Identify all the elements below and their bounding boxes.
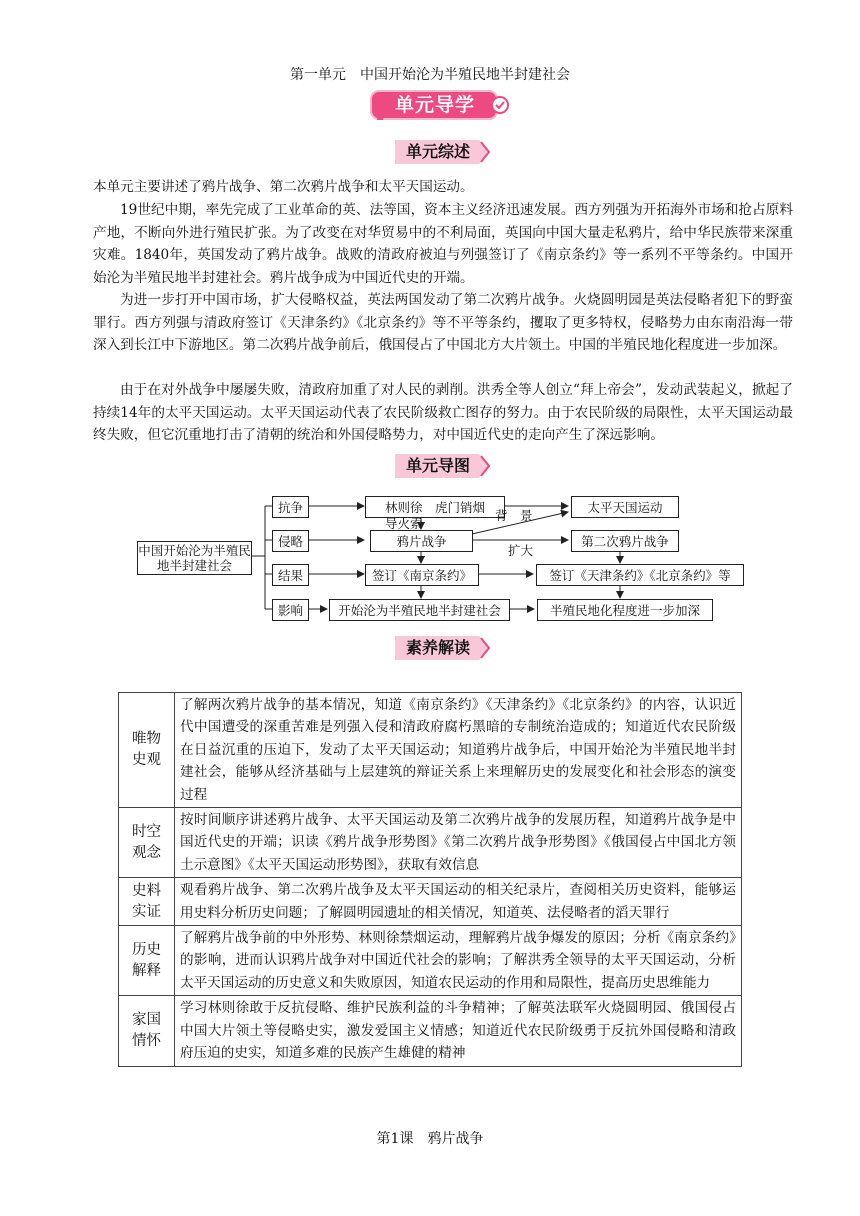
category-cell (119, 693, 175, 808)
section-overview-pill (395, 140, 490, 164)
category-line: 实证 (132, 903, 161, 920)
branch-invade: 侵略 (272, 530, 309, 552)
lesson-title: 第1课 鸦片战争 (376, 1131, 484, 1147)
overview-paragraph-2: 19世纪中期，率先完成了工业革命的英、法等国，资本主义经济迅速发展。西方列强为开拓海外市场和抢占原料产地，不断向外进行殖民扩张。为了改变在对华贸易中的不利局面，英国向中国大量走私鸦片，给中华民族带来深重灾难。1840年，英国发动了鸦片战争。战败的清政府被迫与列强签订了《南京条约》等一系列不平等条约。中国开始沦为半殖民地半封建社会。鸦片战争成为中国近代史的开端。 (93, 202, 793, 286)
section-mindmap-pill (395, 454, 490, 478)
table-row (119, 996, 742, 1066)
node-linzexu: 林则徐 虎门销烟 (365, 496, 505, 518)
category-cell (119, 808, 175, 878)
label-background: 背 景 (495, 508, 533, 523)
category-line: 情怀 (132, 1032, 161, 1049)
root-node: 中国开始沦为半殖民地半封建社会 (138, 543, 251, 573)
node-taiping: 太平天国运动 (571, 496, 679, 518)
branch-result: 结果 (272, 564, 309, 586)
category-line: 时空 (132, 823, 161, 840)
description-cell: 按时间顺序讲述鸦片战争、太平天国运动及第二次鸦片战争的发展历程，知道鸦片战争是中国近代史的开端；识读《鸦片战争形势图》《第二次鸦片战争形势图》《俄国侵占中国北方领土示意图》《太平天国运动形势图》，获取有效信息 (175, 808, 742, 878)
unit-mindmap (120, 488, 760, 626)
category-line: 史料 (132, 882, 161, 899)
unit-title: 第一单元 中国开始沦为半殖民地半封建社会 (290, 67, 570, 83)
unit-guide-banner (370, 90, 510, 120)
node-second-opium-war: 第二次鸦片战争 (571, 530, 679, 552)
category-cell (119, 926, 175, 996)
check-circle-icon (491, 96, 509, 114)
description-cell: 学习林则徐敢于反抗侵略、维护民族利益的斗争精神；了解英法联军火烧圆明园、俄国侵占中国大片领土等侵略史实，激发爱国主义情感；知道近代农民阶级勇于反抗外国侵略和清政府压迫的史实，知道多难的民族产生雄健的精神 (175, 996, 742, 1066)
description-cell: 了解两次鸦片战争的基本情况，知道《南京条约》《天津条约》《北京条约》的内容，认识近代中国遭受的深重苦难是列强入侵和清政府腐朽黑暗的专制统治造成的；知道近代农民阶级在日益沉重的压迫下，发动了太平天国运动；知道鸦片战争后，中国开始沦为半殖民地半封建社会，能够从经济基础与上层建筑的辩证关系上来理解历史的发展变化和社会形态的演变过程 (175, 693, 742, 808)
branch-impact: 影响 (272, 599, 309, 621)
table-row (119, 808, 742, 878)
category-line: 观念 (132, 844, 161, 861)
category-line: 解释 (132, 962, 161, 979)
node-nanjing-treaty: 签订《南京条约》 (365, 564, 479, 586)
node-semicolonial: 开始沦为半殖民地半封建社会 (329, 599, 510, 621)
section-literacy-pill (395, 636, 490, 660)
overview-paragraph-4: 由于在对外战争中屡屡失败，清政府加重了对人民的剥削。洪秀全等人创立“拜上帝会”，发动武装起义，掀起了持续14年的太平天国运动。太平天国运动代表了农民阶级救亡图存的努力。由于农民阶级的局限性，太平天国运动最终失败，但它沉重地打击了清朝的统治和外国侵略势力，对中国近代史的走向产生了深远影响。 (93, 382, 793, 443)
section-overview-label: 单元综述 (405, 142, 470, 161)
branch-resist: 抗争 (272, 496, 309, 518)
category-line: 史观 (132, 752, 161, 769)
overview-paragraph-3: 为进一步打开中国市场，扩大侵略权益，英法两国发动了第二次鸦片战争。火烧圆明园是英法侵略者犯下的野蛮罪行。西方列强与清政府签订《天津条约》《北京条约》等不平等条约，攫取了更多特权，侵略势力由东南沿海一带深入到长江中下游地区。第二次鸦片战争前后，俄国侵占了中国北方大片领土。中国的半殖民地化程度进一步加深。 (93, 292, 793, 353)
banner-title: 单元导学 (394, 94, 475, 116)
label-expand: 扩大 (508, 543, 534, 558)
section-literacy-label: 素养解读 (405, 638, 470, 657)
node-tianjin-beijing-treaties: 签订《天津条约》《北京条约》等 (536, 564, 744, 586)
table-row (119, 926, 742, 996)
node-deepen: 半殖民地化程度进一步加深 (537, 599, 713, 621)
category-line: 唯物 (132, 731, 161, 748)
description-cell: 了解鸦片战争前的中外形势、林则徐禁烟运动，理解鸦片战争爆发的原因；分析《南京条约》的影响，进而认识鸦片战争对中国近代社会的影响；了解洪秀全领导的太平天国运动，分析太平天国运动的历史意义和失败原因，知道农民运动的作用和局限性，提高历史思维能力 (175, 926, 742, 996)
table-row (119, 693, 742, 808)
section-mindmap-label: 单元导图 (405, 456, 470, 475)
category-cell (119, 996, 175, 1066)
overview-paragraph-1: 本单元主要讲述了鸦片战争、第二次鸦片战争和太平天国运动。 (93, 179, 474, 195)
description-cell: 观看鸦片战争、第二次鸦片战争及太平天国运动的相关纪录片，查阅相关历史资料，能够运用史料分析历史问题；了解圆明园遗址的相关情况，知道英、法侵略者的滔天罪行 (175, 878, 742, 926)
category-cell (119, 878, 175, 926)
literacy-table (118, 692, 742, 1067)
label-fuse: 导火索 (385, 516, 423, 531)
node-opium-war: 鸦片战争 (370, 530, 473, 552)
category-line: 家国 (132, 1011, 161, 1028)
table-row (119, 878, 742, 926)
category-line: 历史 (132, 941, 161, 958)
